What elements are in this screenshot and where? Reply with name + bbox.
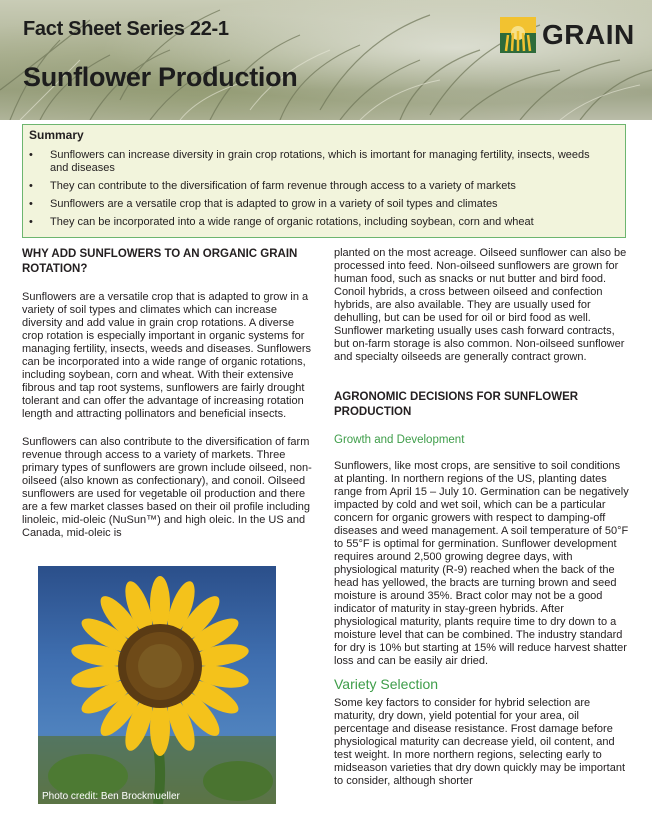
bullet: • xyxy=(29,180,33,192)
bullet: • xyxy=(29,198,33,210)
header-banner xyxy=(0,0,652,120)
section-heading-why: WHY ADD SUNFLOWERS TO AN ORGANIC GRAIN ROTATION? xyxy=(22,248,298,275)
sunflower-photo xyxy=(38,566,276,804)
section-heading-agronomic: AGRONOMIC DECISIONS FOR SUNFLOWER PRODUCTION xyxy=(334,391,579,418)
logo-text: GRAIN xyxy=(542,19,635,50)
summary-title: Summary xyxy=(29,128,84,142)
series-label: Fact Sheet Series 22-1 xyxy=(23,18,229,40)
bullet: • xyxy=(29,216,33,228)
photo-credit: Photo credit: Ben Brockmueller xyxy=(42,791,180,802)
grain-logo xyxy=(500,17,635,55)
sunflower-image xyxy=(38,566,276,804)
grain-logo-icon xyxy=(500,17,536,53)
paragraph: planted on the most acreage. Oilseed sunflower can also be processed into feed. Non-oilseed sunflowers are grown for human food, such as snacks or nut butter and bird food. Conoil hybrids, a cross between oilseed and confection hybrids, are also available. They are usually used for dehulling, but can be used for oil or bird food as well. Sunflower marketing usually uses cash forward contracts, but on-farm storage is also common. Non-oilseed sunflower and specialty oilseeds are generally contract grown. xyxy=(334,247,627,363)
summary-box xyxy=(22,124,626,238)
subheading-variety: Variety Selection xyxy=(334,676,439,692)
paragraph: Sunflowers can also contribute to the diversification of farm revenue through access to a variety of markets. Three primary types of sunflowers are grown include oilseed, non-oilseed (also known as confectionary), and conoil. Oilseed sunflowers are used for vegetable oil production and there are a few market classes based on their oil profile including linoleic, mid-oleic (NuSun™) and high oleic. In the US and Canada, mid-oleic is xyxy=(22,436,312,539)
summary-list xyxy=(23,149,625,234)
summary-item: • They can be incorporated into a wide range of organic rotations, including soybean, corn and wheat xyxy=(29,216,534,228)
paragraph: Sunflowers, like most crops, are sensitive to soil conditions at planting. In northern regions of the US, planting dates range from April 15 – July 10. Germination can be negatively impacted by cold and wet soil, which can be a particular concern for organic growers with respect to damping-off diseases and weed management. A soil temperature of 50°F to 55°F is optimal for germination. Sunflower development requires around 2,500 growing degree days, with physiological maturity (R-9) reached when the back of the head has yellowed, the bracts are turning brown and seed moisture is around 35%. Bract color may not be a good indicator of maturity in stay-green hybrids. After physiological maturity, plants require time to dry down to a moisture level that can be combined. The industry standard for dry is 10% but starting at 15% will reduce harvest shatter loss and can be easily air dried. xyxy=(334,460,629,667)
bullet: • xyxy=(29,149,33,161)
subheading-growth: Growth and Development xyxy=(334,434,465,446)
summary-item: • Sunflowers are a versatile crop that is adapted to grow in a variety of soil types and climates xyxy=(29,198,498,210)
paragraph: Sunflowers are a versatile crop that is adapted to grow in a variety of soil types and climates which can increase diversity and add value in grain crop rotations. A diverse crop rotation is especially important in organic systems for managing fertility, insects, weeds and diseases. Sunflowers can be incorporated into a wide range of organic rotations, including soybean, corn and wheat. With their extensive fibrous and tap root systems, sunflowers are fairly drought tolerant and can offer the advantage of increasing rotation length and attracting pollinators and beneficial insects. xyxy=(22,291,311,420)
summary-item: • Sunflowers can increase diversity in grain crop rotations, which is imortant for managing fertility, insects, weeds and diseases xyxy=(29,149,590,174)
left-column xyxy=(22,247,318,555)
summary-item: • They can contribute to the diversification of farm revenue through access to a variety of markets xyxy=(29,180,516,192)
paragraph: Some key factors to consider for hybrid selection are maturity, dry down, yield potential for your area, oil percentage and disease resistance. Frost damage before physiological maturity can decrease yield, oil content, and test weight. In more northern regions, selecting early to midseason varieties that dry down quickly may be important to consider, although shorter xyxy=(334,697,626,787)
right-column xyxy=(334,247,629,803)
page-title: Sunflower Production xyxy=(23,62,298,92)
